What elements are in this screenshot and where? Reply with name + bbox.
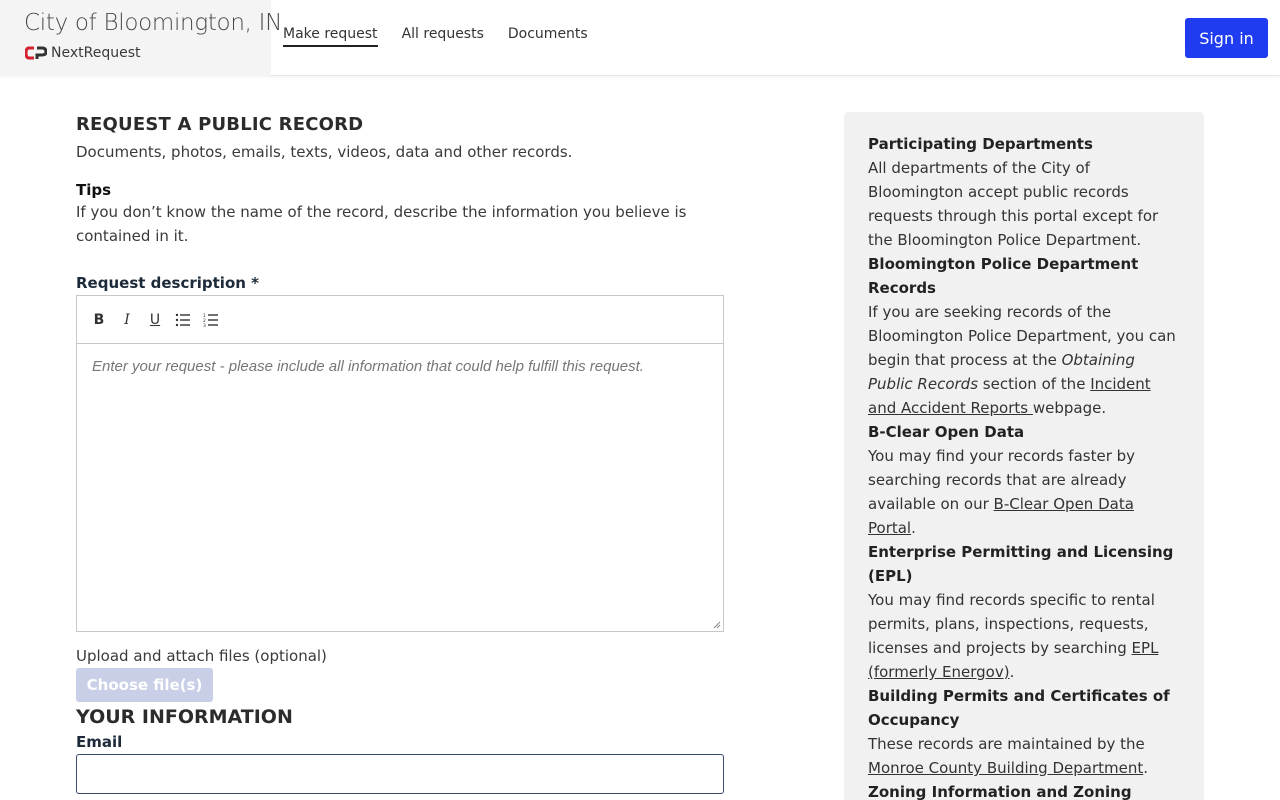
bullet-list-icon[interactable] [175,310,191,330]
monroe-building-link[interactable]: Monroe County Building Department [868,759,1144,777]
page-title: REQUEST A PUBLIC RECORD [76,114,364,135]
building-text-a: These records are maintained by the [868,735,1145,753]
bclear-heading: B-Clear Open Data [868,423,1025,441]
epl-text-a: You may find records specific to rental permits, plans, inspections, requests, licenses and projects by searching [868,591,1155,657]
police-records-heading: Bloomington Police Department Records [868,255,1139,297]
svg-text:3: 3 [203,323,206,327]
bclear-portal-link[interactable]: B-Clear Open Data Portal [868,495,1134,537]
bold-button[interactable]: B [93,311,105,328]
your-information-heading: YOUR INFORMATION [76,706,293,728]
italic-button[interactable]: I [124,311,130,328]
info-sidebar [844,112,1204,800]
nav-make-request[interactable]: Make request [283,26,378,47]
request-description-input[interactable]: Enter your request - please include all information that could help fulfill this request. [92,358,644,375]
numbered-list-icon[interactable] [203,310,219,330]
top-header [0,0,1280,76]
police-text-b: section of the [978,375,1091,393]
nav-documents[interactable]: Documents [507,26,588,42]
incident-reports-link[interactable]: Incident and Accident Reports [868,375,1151,417]
request-description-label: Request description * [76,274,260,292]
police-text-a: If you are seeking records of the Bloomington Police Department, you can begin that process at the [868,303,1176,369]
epl-link[interactable]: EPL (formerly Energov) [868,639,1159,681]
choose-files-button[interactable]: Choose file(s) [76,668,213,702]
epl-heading: Enterprise Permitting and Licensing (EPL) [868,543,1174,585]
nav-all-requests[interactable]: All requests [401,26,484,42]
svg-text:1: 1 [203,313,206,319]
underline-button[interactable]: U [149,311,161,328]
bclear-text-a: You may find your records faster by searching records that are already available on our [868,447,1136,513]
police-text-c: webpage. [1032,399,1107,417]
bclear-text-b: . [911,519,916,537]
request-form [76,114,724,794]
zoning-heading: Zoning Information and Zoning [868,783,1132,800]
police-text-em: Obtaining Public Records [868,351,1135,393]
editor-toolbar [77,296,723,344]
building-permits-heading: Building Permits and Certificates of Occupancy [868,687,1170,729]
building-text-b: . [1143,759,1148,777]
building-permits-text [868,732,1180,780]
resize-handle-icon[interactable] [713,621,721,629]
participating-departments-text: All departments of the City of Bloomington accept public records requests through this portal except for the Bloomington Police Department. [868,159,1159,249]
request-description-editor [76,295,724,632]
brand-title[interactable]: City of Bloomington, IN [24,10,283,36]
upload-label: Upload and attach files (optional) [76,647,327,665]
sign-in-button[interactable]: Sign in [1185,18,1268,58]
nextrequest-logo-icon [25,46,47,60]
email-label: Email [76,733,123,751]
svg-text:2: 2 [203,318,206,324]
nextrequest-brand [25,45,140,61]
brand-block[interactable] [0,0,283,76]
email-field[interactable] [76,754,724,794]
tips-heading: Tips [76,181,112,199]
bclear-text [868,444,1180,540]
main-nav [283,26,588,47]
page-subtitle: Documents, photos, emails, texts, videos, data and other records. [76,143,573,161]
epl-text-b: . [1009,663,1015,681]
brand-sub-label: NextRequest [51,45,141,61]
tips-text: If you don’t know the name of the record, describe the information you believe is contained in it. [76,203,687,245]
participating-departments-heading: Participating Departments [868,135,1093,153]
police-records-text [868,300,1180,420]
epl-text [868,588,1180,684]
